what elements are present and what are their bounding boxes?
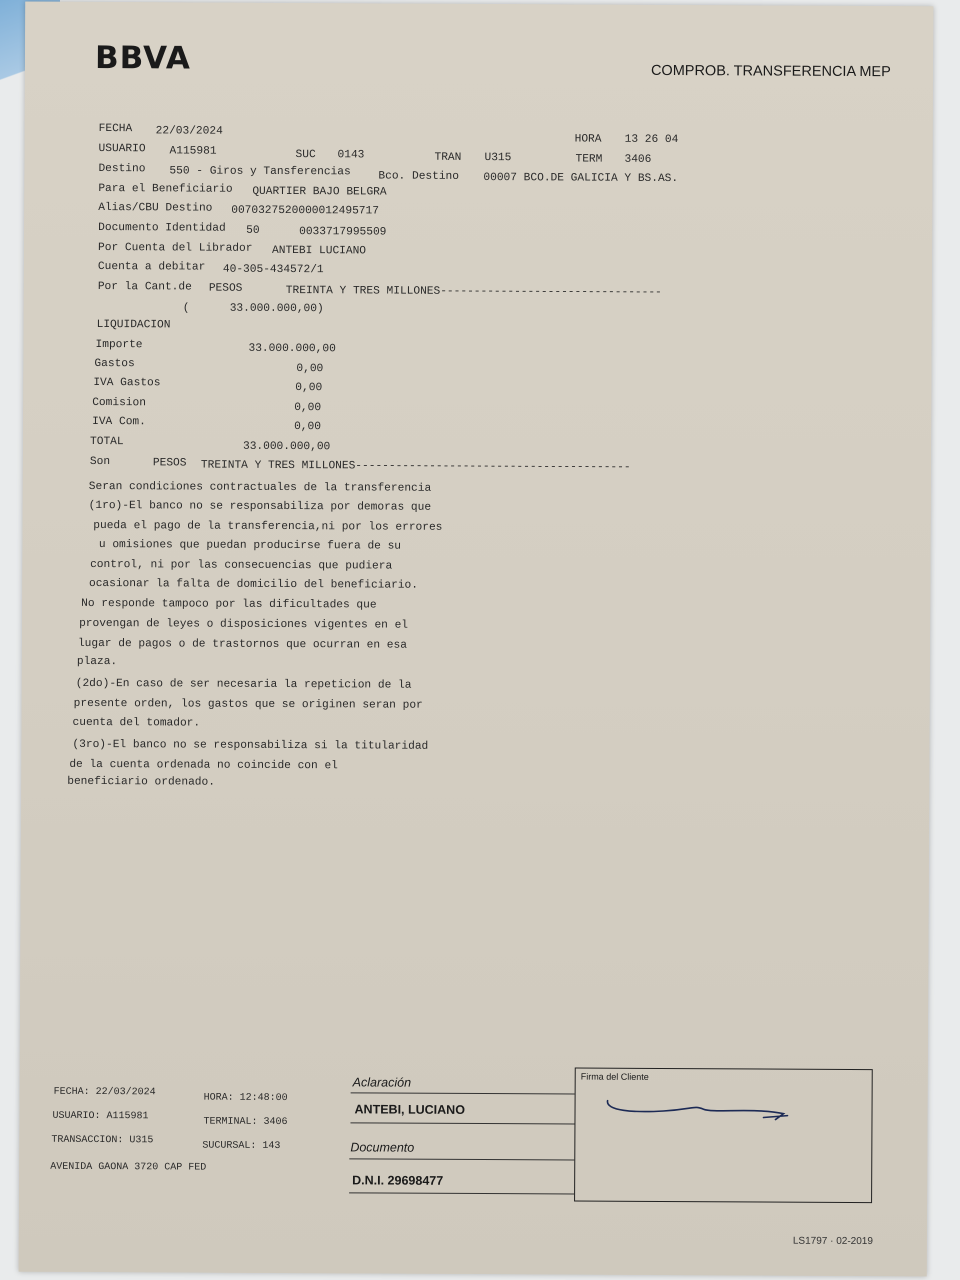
footer-direccion: AVENIDA GAONA 3720 CAP FED	[50, 1161, 207, 1174]
cantidad-numero: ( 33.000.000,00)	[182, 302, 324, 316]
son-letras: TREINTA Y TRES MILLONES-----------------------------------------	[200, 459, 631, 474]
usuario-label: USUARIO	[98, 143, 146, 156]
son-moneda: PESOS	[152, 457, 187, 470]
firma-label: Firma del Cliente	[580, 1071, 649, 1082]
terms-line: presente orden, los gastos que se originen seran por	[73, 697, 423, 712]
receipt-paper	[19, 2, 934, 1277]
terms-line: plaza.	[76, 655, 118, 669]
footer-hora: HORA: 12:48:00	[203, 1092, 288, 1105]
aclaracion-label: Aclaración	[352, 1075, 412, 1090]
liquidacion-label-iva-com: IVA Com.	[92, 415, 146, 429]
beneficiario-label: Para el Beneficiario	[98, 183, 233, 196]
librador-value: ANTEBI LUCIANO	[271, 244, 367, 258]
aclaracion-bottom-line	[350, 1122, 574, 1124]
liquidacion-label-gastos: Gastos	[94, 357, 135, 371]
terms-line: ocasionar la falta de domicilio del beneficiario.	[82, 577, 418, 592]
aclaracion-top-line	[351, 1092, 575, 1094]
documento-value: D.N.I. 29698477	[352, 1173, 444, 1188]
footer-sucursal: SUCURSAL: 143	[202, 1140, 281, 1152]
terms-line: de la cuenta ordenada no coincide con el	[69, 758, 338, 773]
firma-box	[574, 1068, 873, 1204]
terms-line: pueda el pago de la transferencia,ni por los errores	[86, 519, 443, 534]
footer-terminal: TERMINAL: 3406	[203, 1116, 288, 1129]
documento-tipo: 50	[246, 224, 260, 237]
bco-destino-label: Bco. Destino	[378, 170, 460, 183]
term-value: 3406	[624, 153, 652, 166]
cuenta-debitar-label: Cuenta a debitar	[97, 261, 206, 274]
terms-line: u omisiones que puedan producirse fuera de su	[85, 538, 402, 553]
cantidad-label: Por la Cant.de	[97, 281, 192, 294]
usuario-value: A115981	[169, 145, 217, 158]
terms-line: cuenta del tomador.	[72, 716, 201, 730]
liquidacion-title: LIQUIDACION	[96, 319, 171, 332]
terms-line: lugar de pagos o de trastornos que ocurran en esa	[77, 637, 407, 652]
terms-line: control, ni por las consecuencias que pudiera	[83, 558, 393, 573]
tran-label: TRAN	[434, 151, 462, 164]
fecha-label: FECHA	[98, 123, 133, 136]
document-title: COMPROB. TRANSFERENCIA MEP	[650, 62, 891, 81]
terms-line: beneficiario ordenado.	[67, 775, 215, 789]
cantidad-moneda: PESOS	[208, 282, 243, 295]
terms-line: No responde tampoco por las dificultades que	[81, 597, 377, 612]
form-code: LS1797 · 02-2019	[792, 1235, 873, 1248]
bco-destino-value: 00007 BCO.DE GALICIA Y BS.AS.	[483, 172, 679, 186]
destino-label: Destino	[98, 163, 146, 176]
documento-identidad-value: 0033717995509	[299, 226, 387, 239]
fecha-value: 22/03/2024	[155, 125, 223, 138]
footer-usuario: USUARIO: A115981	[52, 1110, 149, 1123]
liquidacion-value-total: 33.000.000,00	[242, 440, 331, 454]
documento-label: Documento	[350, 1140, 415, 1155]
aclaracion-value: ANTEBI, LUCIANO	[354, 1102, 465, 1117]
liquidacion-label-iva-gastos: IVA Gastos	[93, 376, 161, 390]
beneficiario-value: QUARTIER BAJO BELGRA	[252, 185, 387, 199]
cantidad-letras: TREINTA Y TRES MILLONES---------------------------------	[285, 284, 662, 299]
cuenta-debitar-value: 40-305-434572/1	[222, 263, 324, 277]
liquidacion-label-comision: Comision	[92, 396, 146, 410]
liquidacion-value-iva-com: 0,00	[294, 421, 321, 434]
liquidacion-value-importe: 33.000.000,00	[248, 342, 336, 356]
footer-transaccion: TRANSACCION: U315	[51, 1134, 154, 1147]
liquidacion-value-iva-gastos: 0,00	[295, 382, 323, 395]
bbva-logo: BBVA	[94, 39, 192, 77]
signature-image	[603, 1091, 803, 1132]
liquidacion-value-gastos: 0,00	[296, 363, 324, 376]
librador-label: Por Cuenta del Librador	[98, 242, 253, 255]
footer-fecha: FECHA: 22/03/2024	[53, 1086, 156, 1099]
cbu-value: 0070327520000012495717	[231, 204, 379, 218]
suc-value: 0143	[337, 149, 365, 162]
suc-label: SUC	[295, 149, 316, 162]
documento-bottom-line	[349, 1192, 574, 1194]
terms-line: provengan de leyes o disposiciones vigentes en el	[79, 617, 409, 632]
liquidacion-label-importe: Importe	[95, 339, 143, 352]
documento-identidad-label: Documento Identidad	[98, 222, 226, 235]
liquidacion-value-comision: 0,00	[294, 402, 322, 415]
terms-line: (1ro)-El banco no se responsabiliza por demoras que	[88, 499, 432, 514]
documento-top-line	[349, 1158, 574, 1160]
term-label: TERM	[575, 153, 603, 166]
terms-line: (3ro)-El banco no se responsabiliza si la titularidad	[72, 738, 429, 753]
son-label: Son	[89, 455, 111, 469]
terms-line: Seran condiciones contractuales de la transferencia	[88, 480, 432, 495]
liquidacion-label-total: TOTAL	[89, 435, 124, 449]
terms-line: (2do)-En caso de ser necesaria la repeticion de la	[75, 677, 412, 692]
hora-label: HORA	[574, 133, 602, 146]
hora-value: 13 26 04	[624, 133, 679, 147]
destino-value: 550 - Giros y Tansferencias	[169, 165, 351, 179]
tran-value: U315	[484, 152, 512, 165]
cbu-label: Alias/CBU Destino	[98, 202, 213, 215]
